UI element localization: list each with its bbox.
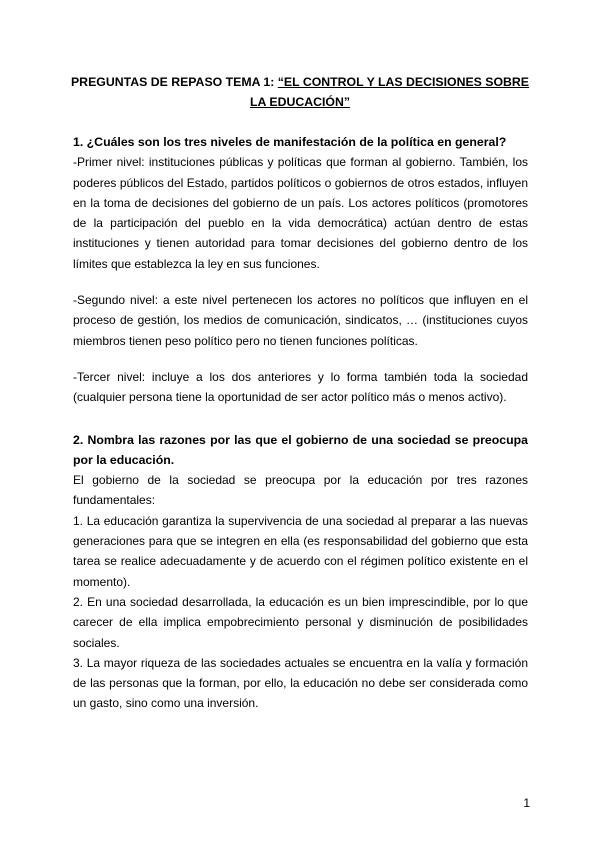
document-title [70, 72, 530, 112]
spacer [73, 408, 528, 430]
answer-2-reason-3: 3. La mayor riqueza de las sociedades actuales se encuentra en la valía y formación de las personas que la forman, por ello, la educación no debe ser considerada como un gasto, sino como una inversión. [73, 655, 528, 711]
spacer [73, 274, 528, 290]
title-prefix: PREGUNTAS DE REPASO TEMA 1: [70, 75, 278, 89]
question-1: 1. ¿Cuáles son los tres niveles de manifestación de la política en general? [73, 135, 507, 149]
answer-1-paragraph-1: -Primer nivel: instituciones públicas y políticas que forman al gobierno. También, los poderes públicos del Estado, partidos políticos o gobiernos de otros estados, influyen en la toma de decisiones del gobierno de un país. Los actores políticos (promotores de la participación del pueblo en la vida democrática) actúan dentro de estas instituciones y tienen autoridad para tomar decisiones del gobierno dentro de los límites que establezca la ley en sus funciones. [73, 155, 528, 271]
answer-1-paragraph-2: -Segundo nivel: a este nivel pertenecen los actores no políticos que influyen en el proceso de gestión, los medios de comunicación, sindicatos, … (instituciones cuyos miembros tienen peso político pero no tienen funciones políticas. [73, 293, 528, 348]
answer-2-reason-2: 2. En una sociedad desarrollada, la educación es un bien imprescindible, por lo que carecer de ella implica empobrecimiento personal y disminución de posibilidades sociales. [73, 594, 528, 650]
page-number: 1 [523, 796, 530, 810]
title-underlined: “EL CONTROL Y LAS DECISIONES SOBRE LA EDUCACIÓN” [250, 75, 530, 109]
answer-2-reason-1: 1. La educación garantiza la supervivencia de una sociedad al preparar a las nuevas generaciones para que se integren en ella (es responsabilidad del gobierno que esta tarea se realice adecuadamente y de acuerdo con el régimen político existente en el momento). [73, 513, 528, 589]
document-body [73, 132, 528, 714]
answer-2-intro: El gobierno de la sociedad se preocupa por la educación por tres razones fundamentales: [73, 473, 528, 508]
answer-1-paragraph-3: -Tercer nivel: incluye a los dos anteriores y lo forma también toda la sociedad (cualquier persona tiene la oportunidad de ser actor político más o menos activo). [73, 369, 528, 405]
spacer [73, 351, 528, 367]
question-2: 2. Nombra las razones por las que el gobierno de una sociedad se preocupa por la educación. [73, 432, 528, 467]
